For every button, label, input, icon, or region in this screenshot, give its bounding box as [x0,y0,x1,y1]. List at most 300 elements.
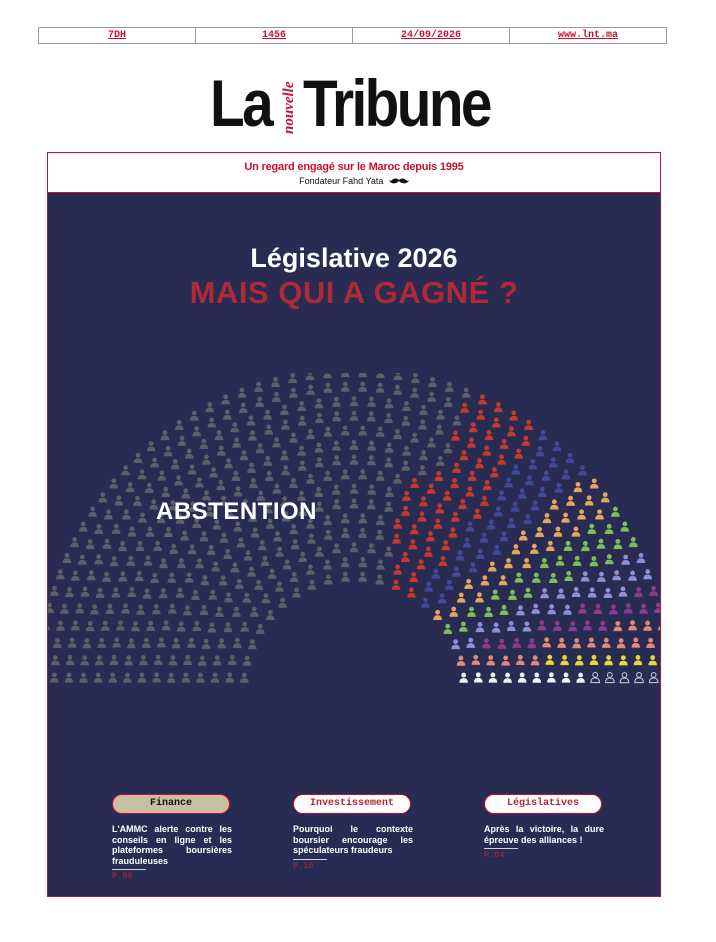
seat-icon [458,499,467,509]
seat-icon [482,638,491,648]
seat-icon [185,449,194,459]
page-ref-legislatives: P.04 [484,850,505,860]
seat-icon [178,436,187,446]
cover-illustration [48,193,660,896]
seat-icon [538,620,547,630]
seat-icon [467,607,476,617]
seat-icon [588,587,597,597]
seat-icon [481,575,490,585]
seat-icon [543,513,552,523]
logo-nouvelle: nouvelle [281,81,297,134]
seat-icon [444,397,453,407]
seat-icon [254,382,263,392]
seat-icon [528,459,537,469]
seat-icon [597,539,606,549]
seat-icon [332,455,341,465]
seat-icon [402,491,411,501]
seat-icon [453,415,462,425]
seat-icon [273,531,282,541]
seat-icon [164,446,173,456]
seat-icon [411,373,420,383]
seat-icon [235,579,244,589]
seat-icon [587,524,596,534]
seat-icon [367,499,376,509]
seat-icon [643,621,652,631]
seat-icon [563,605,572,615]
price-cell: 7DH [39,28,196,43]
cover-frame [47,152,661,897]
seat-icon [524,420,533,430]
seat-icon [101,621,110,631]
seat-icon [597,572,606,582]
seat-icon [183,655,192,665]
seat-icon [198,656,207,666]
seat-icon [359,513,368,523]
seat-icon [482,446,491,456]
seat-icon [240,622,249,632]
seat-icon [402,401,411,411]
seat-icon [528,638,537,648]
seat-icon [65,673,74,683]
seat-icon [103,539,112,549]
seat-icon [507,518,516,528]
section-finance[interactable] [112,794,232,881]
section-tag-investissement[interactable]: Investissement [293,794,411,814]
seat-icon [261,556,270,566]
seat-icon [258,540,267,550]
mustache-icon [389,177,409,187]
section-blurb-legislatives[interactable]: Après la victoire, la dure épreuve des alliances ! [484,824,604,845]
seat-icon [289,478,298,488]
seat-icon [367,441,376,451]
seat-icon [632,638,641,648]
seat-icon [553,621,562,631]
seat-icon [494,506,503,516]
seat-icon [367,397,376,407]
seat-icon [512,544,521,554]
seat-icon [110,655,119,665]
seat-icon [384,413,393,423]
seat-icon [459,673,468,683]
seat-icon [217,480,226,490]
seat-icon [614,621,623,631]
seat-icon [298,552,307,562]
seat-icon [94,554,103,564]
seat-icon [358,469,367,479]
seat-icon [96,588,105,598]
seat-icon [315,442,324,452]
seat-icon [139,655,148,665]
seat-icon [385,398,394,408]
seat-icon [624,603,633,613]
seat-icon [154,655,163,665]
seat-icon [171,459,180,469]
seat-icon [224,622,233,632]
seat-icon [131,621,140,631]
seat-icon [60,604,69,614]
seat-icon [133,496,142,506]
seat-icon [341,373,350,377]
seat-icon [128,526,137,536]
seat-icon [418,420,427,430]
seat-icon [71,620,80,630]
seat-icon [195,558,204,568]
seat-icon [566,453,575,463]
seat-icon [232,607,241,617]
seat-icon [308,580,317,590]
seat-icon [240,673,249,683]
seat-icon [350,411,359,421]
seat-icon [476,410,485,420]
seat-icon [409,539,418,549]
seat-icon [63,553,72,563]
seat-icon [410,388,419,398]
logo-tribune: Tribune [303,66,490,140]
seat-icon [601,492,610,502]
page-ref-finance: P.09 [112,871,133,881]
founder-text: Fondateur Fahd Yata [299,176,384,186]
seat-icon [243,656,252,666]
seat-icon [443,491,452,501]
seat-icon [323,471,332,481]
seat-icon [146,621,155,631]
seat-icon [554,483,563,493]
headline: Législative 2026 [250,243,458,273]
seat-icon [323,515,332,525]
seat-icon [358,425,367,435]
page-ref-investissement: P.10 [293,860,314,871]
seat-icon [201,575,210,585]
seat-icon [409,572,418,582]
seat-icon [514,449,523,459]
seat-icon [546,541,555,551]
section-tag-finance[interactable]: Finance [112,794,230,814]
seat-icon [637,553,646,563]
section-blurb-finance[interactable]: L'AMMC alerte contre les conseils en ligne et les plateformes boursières frauduleuses [112,824,232,866]
seat-icon [225,672,234,682]
seat-icon [207,545,216,555]
seat-icon [188,544,197,554]
seat-icon [436,456,445,466]
seat-icon [550,499,559,509]
seat-icon [159,588,168,598]
seat-icon [250,607,259,617]
seat-icon [48,603,54,613]
seat-icon [519,530,528,540]
seat-icon [595,509,604,519]
seat-icon [176,588,185,598]
seat-icon [291,539,300,549]
seat-icon [121,603,130,613]
seat-icon [376,471,385,481]
seat-icon [393,385,402,395]
seat-icon [219,575,228,585]
seat-icon [223,410,232,420]
seat-icon [557,589,566,599]
seat-icon [522,558,531,568]
seat-icon [658,620,660,630]
seat-icon [254,580,263,590]
seat-icon [564,541,573,551]
seat-icon [612,570,621,580]
seat-icon [518,488,527,498]
seat-icon [587,637,596,647]
seat-icon [549,457,558,467]
seat-icon [590,478,599,488]
seat-icon [314,487,323,497]
seat-icon [450,478,459,488]
seat-icon [191,590,200,600]
seat-icon [492,417,501,427]
seat-icon [497,639,506,649]
seat-icon [237,537,246,547]
seat-icon [540,558,549,568]
seat-icon [469,562,478,572]
seat-icon [445,580,454,590]
seat-icon [581,541,590,551]
seat-icon [401,460,410,470]
seat-icon [392,580,401,590]
seat-icon [264,424,273,434]
seat-icon [617,638,626,648]
seat-icon [385,442,394,452]
seat-icon [138,673,147,683]
seat-icon [272,437,281,447]
seat-icon [306,474,315,484]
seat-icon [523,514,532,524]
seat-icon [456,550,465,560]
seat-icon [385,487,394,497]
seat-icon [485,430,494,440]
seat-icon [263,456,272,466]
founder-line [48,176,660,187]
seat-icon [315,398,324,408]
seat-icon [542,471,551,481]
seat-icon [126,482,135,492]
subheadline: MAIS QUI A GAGNÉ ? [189,275,519,310]
seat-icon [144,556,153,566]
seat-icon [401,552,410,562]
slogan: Un regard engagé sur le Maroc depuis 1995 [244,161,464,173]
seat-icon [449,607,458,617]
seat-icon [281,465,290,475]
seat-icon [449,527,458,537]
seat-icon [119,571,128,581]
seat-icon [224,592,233,602]
section-tag-legislatives[interactable]: Législatives [484,794,602,814]
seat-icon [211,561,220,571]
seat-icon [211,673,220,683]
seat-icon [230,422,239,432]
seat-icon [80,655,89,665]
seat-icon [95,524,104,534]
seat-icon [480,532,489,542]
seat-icon [112,587,121,597]
seat-icon [167,573,176,583]
seat-icon [177,621,186,631]
seat-icon [88,507,97,517]
seat-icon [609,604,618,614]
seat-icon [424,582,433,592]
seat-icon [142,638,151,648]
seat-icon [143,589,152,599]
seat-icon [128,587,137,597]
seat-icon [196,673,205,683]
seat-icon [70,537,79,547]
seat-icon [110,556,119,566]
seat-icon [242,593,251,603]
seat-icon [175,420,184,430]
seat-icon [233,638,242,648]
seat-icon [500,605,509,615]
seat-icon [500,531,509,541]
seat-icon [553,441,562,451]
seat-icon [462,388,471,398]
seat-icon [525,475,534,485]
seat-icon [306,565,315,575]
seat-icon [248,430,257,440]
seat-icon [376,383,385,393]
seat-icon [298,460,307,470]
seat-icon [350,498,359,508]
seat-icon [427,484,436,494]
seat-icon [315,546,324,556]
seat-icon [499,575,508,585]
seat-icon [232,471,241,481]
masthead-logo [0,64,716,144]
seat-icon [410,524,419,534]
seat-icon [50,586,59,596]
seat-icon [532,673,541,683]
seat-icon [376,515,385,525]
divider [293,859,327,860]
seat-icon [168,604,177,614]
seat-icon [511,502,520,512]
seat-icon [532,573,541,583]
seat-icon [118,541,127,551]
section-legislatives[interactable] [484,794,604,860]
seat-icon [86,539,95,549]
seat-icon [497,455,506,465]
seat-icon [341,572,350,582]
seat-icon [81,587,90,597]
seat-icon [275,547,284,557]
seat-icon [278,598,287,608]
seat-icon [393,519,402,529]
seat-icon [476,622,485,632]
seat-icon [208,622,217,632]
seat-icon [56,621,65,631]
section-investissement[interactable] [293,794,413,871]
seat-icon [358,572,367,582]
seat-icon [376,373,385,378]
seat-icon [172,638,181,648]
seat-icon [435,424,444,434]
seat-icon [384,546,393,556]
seat-icon [598,621,607,631]
seat-icon [531,500,540,510]
seat-icon [332,484,341,494]
seat-icon [478,394,487,404]
seat-icon [418,465,427,475]
seat-icon [192,621,201,631]
seat-icon [215,430,224,440]
seat-icon [410,478,419,488]
seat-icon [127,638,136,648]
seat-icon [78,555,87,565]
seat-icon [324,383,333,393]
seat-icon [393,565,402,575]
seat-icon [538,487,547,497]
seat-icon [562,469,571,479]
parliament-hemicycle [48,373,660,693]
seat-icon [536,446,545,456]
seat-icon [152,672,161,682]
seat-icon [315,457,324,467]
website-link[interactable]: www.lnt.ma [557,30,618,41]
seat-icon [164,527,173,537]
seat-icon [185,572,194,582]
seat-icon [202,639,211,649]
divider [112,869,146,870]
seat-icon [297,446,306,456]
seat-icon [102,572,111,582]
seat-icon [649,673,658,683]
seat-icon [90,604,99,614]
seat-icon [606,673,615,683]
seat-icon [410,433,419,443]
seat-icon [95,655,104,665]
seat-icon [332,397,341,407]
seat-icon [572,638,581,648]
seat-icon [240,450,249,460]
seat-icon [501,656,510,666]
seat-icon [467,437,476,447]
seat-icon [451,639,460,649]
seat-icon [108,672,117,682]
seat-icon [516,655,525,665]
seat-icon [578,603,587,613]
seat-icon [494,402,503,412]
section-blurb-investissement[interactable]: Pourquoi le contexte boursier encourage les spéculateurs fraudeurs [293,824,413,855]
info-bar [38,27,667,44]
seat-icon [65,587,74,597]
seat-icon [162,620,171,630]
seat-icon [86,621,95,631]
seat-icon [503,673,512,683]
seat-icon [375,574,384,584]
seat-icon [350,484,359,494]
seat-icon [483,480,492,490]
seat-icon [621,555,630,565]
seat-icon [535,527,544,537]
seat-icon [427,437,436,447]
seat-icon [573,556,582,566]
seat-icon [161,487,170,497]
seat-icon [87,570,96,580]
seat-icon [639,604,648,614]
seat-icon [306,373,315,380]
seat-icon [484,607,493,617]
seat-icon [297,401,306,411]
seat-icon [576,673,585,683]
seat-icon [158,471,167,481]
seat-icon [635,673,644,683]
seat-icon [255,397,264,407]
seat-icon [578,465,587,475]
seat-icon [248,639,257,649]
seat-icon [452,463,461,473]
